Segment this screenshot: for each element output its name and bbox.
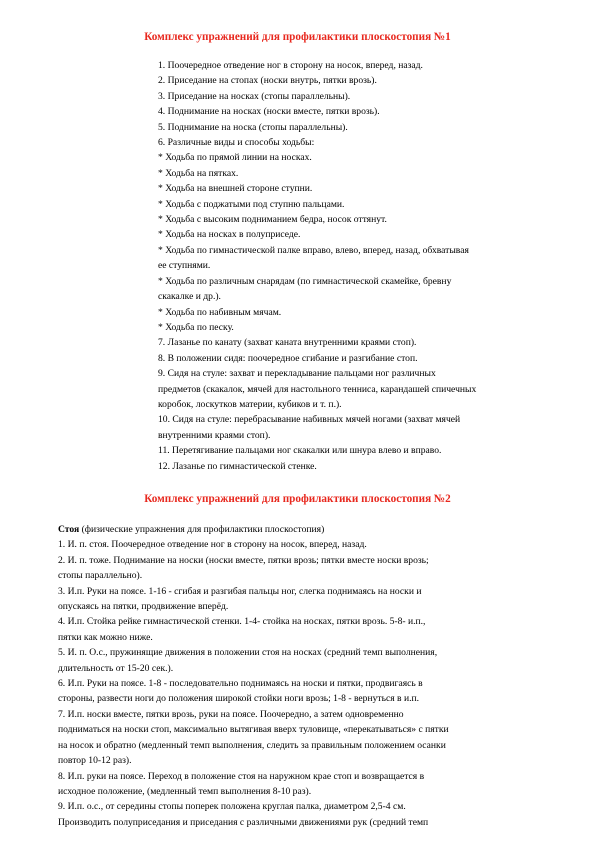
text-line: 6. Различные виды и способы ходьбы: — [158, 137, 315, 149]
section2-intro — [58, 522, 558, 537]
text-line: 1. И. п. стоя. Поочередное отведение ног в сторону на носок, вперед, назад. — [58, 539, 367, 551]
text-line: 3. Приседание на носках (стопы параллельны). — [158, 90, 351, 102]
text-line: скакалке и др.). — [158, 291, 221, 303]
text-line: 6. И.п. Руки на поясе. 1-8 - последовательно поднимаясь на носки и пятки, продвигаясь в — [58, 678, 423, 690]
text-line: * Ходьба на пятках. — [158, 167, 239, 179]
text-line: исходное положение, (медленный темп выполнения 8-10 раз). — [58, 785, 312, 797]
text-line: повтор 10-12 раз). — [58, 755, 132, 767]
text-line: 7. Лазанье по канату (захват каната внутренними краями стоп). — [158, 337, 417, 349]
text-line: длительность от 15-20 сек.). — [58, 662, 174, 674]
text-line: * Ходьба по различным снарядам (по гимнастической скамейке, бревну — [158, 275, 452, 287]
text-line: * Ходьба по песку. — [158, 321, 234, 333]
text-line: 11. Перетягивание пальцами ног скакалки или шнура влево и вправо. — [158, 445, 442, 457]
text-line: 2. Приседание на стопах (носки внутрь, пятки врозь). — [158, 75, 377, 87]
text-line: стопы параллельно). — [58, 570, 143, 582]
text-line: 4. И.п. Стойка рейке гимнастической стенки. 1-4- стойка на носках, пятки врозь. 5-8- и.п., — [58, 616, 426, 628]
section2-intro-text: (физические упражнения для профилактики плоскостопия) — [79, 524, 325, 535]
text-line: 12. Лазанье по гимнастической стенке. — [158, 460, 317, 472]
text-line: предметов (скакалок, мячей для настольного тенниса, карандашей спичечных — [158, 383, 477, 395]
text-line: 5. Поднимание на носка (стопы параллельны). — [158, 121, 348, 133]
text-line: ее ступнями. — [158, 260, 211, 272]
text-line: подниматься на носки стоп, максимально вытягивая вверх туловище, «перекатываться» с пятки — [58, 724, 449, 736]
text-line: * Ходьба с высоким подниманием бедра, носок оттянут. — [158, 214, 387, 226]
text-line: * Ходьба на носках в полуприседе. — [158, 229, 301, 241]
section2-title: Комплекс упражнений для профилактики плоскостопия №2 — [144, 493, 451, 505]
text-line: коробок, лоскутков материи, кубиков и т. п.). — [158, 398, 342, 410]
text-line: опускаясь на пятки, продвижение вперёд. — [58, 601, 229, 613]
text-line: 9. Сидя на стуле: захват и перекладывание пальцами ног различных — [158, 368, 436, 380]
section1-exercise-list — [158, 58, 550, 474]
text-line: * Ходьба по набивным мячам. — [158, 306, 282, 318]
text-line: 2. И. п. тоже. Поднимание на носки (носки вместе, пятки врозь; пятки вместе носки врозь; — [58, 554, 429, 566]
text-line: * Ходьба на внешней стороне ступни. — [158, 183, 313, 195]
text-line: стороны, развести ноги до положения широкой стойки ноги врозь; 1-8 - вернуться в и.п. — [58, 693, 420, 705]
text-line: 8. И.п. руки на поясе. Переход в положение стоя на наружном крае стоп и возвращается в — [58, 770, 425, 782]
text-line: 10. Сидя на стуле: перебрасывание набивных мячей ногами (захват мячей — [158, 414, 461, 426]
section1-title: Комплекс упражнений для профилактики плоскостопия №1 — [144, 31, 451, 43]
section2-exercise-list — [58, 537, 558, 830]
section2-body — [58, 522, 558, 830]
text-line: 4. Поднимание на носках (носки вместе, пятки врозь). — [158, 106, 380, 118]
text-line: на носок и обратно (медленный темп выполнения, следить за правильным положением осанки — [58, 739, 446, 751]
text-line: * Ходьба с поджатыми под ступню пальцами. — [158, 198, 345, 210]
text-line: 8. В положении сидя: поочередное сгибание и разгибание стоп. — [158, 352, 418, 364]
text-line: 1. Поочередное отведение ног в сторону на носок, вперед, назад. — [158, 60, 423, 71]
text-line: 5. И. п. О.с., пружинящие движения в положении стоя на носках (средний темп выполнения, — [58, 647, 438, 659]
text-line: 9. И.п. о.с., от середины стопы поперек положена круглая палка, диаметром 2,5-4 см. — [58, 801, 406, 813]
text-line: внутренними краями стоп). — [158, 429, 271, 441]
text-line: * Ходьба по гимнастической палке вправо, влево, вперед, назад, обхватывая — [158, 244, 469, 256]
text-line: 7. И.п. носки вместе, пятки врозь, руки на поясе. Поочередно, а затем одновременно — [58, 708, 404, 720]
text-line: пятки как можно ниже. — [58, 631, 153, 643]
text-line: Производить полуприседания и приседания с различными движениями рук (средний темп — [58, 816, 429, 828]
section2-intro-bold: Стоя — [58, 524, 80, 535]
text-line: * Ходьба по прямой линии на носках. — [158, 152, 312, 164]
text-line: 3. И.п. Руки на поясе. 1-16 - сгибая и разгибая пальцы ног, слегка поднимаясь на носки и — [58, 585, 422, 597]
